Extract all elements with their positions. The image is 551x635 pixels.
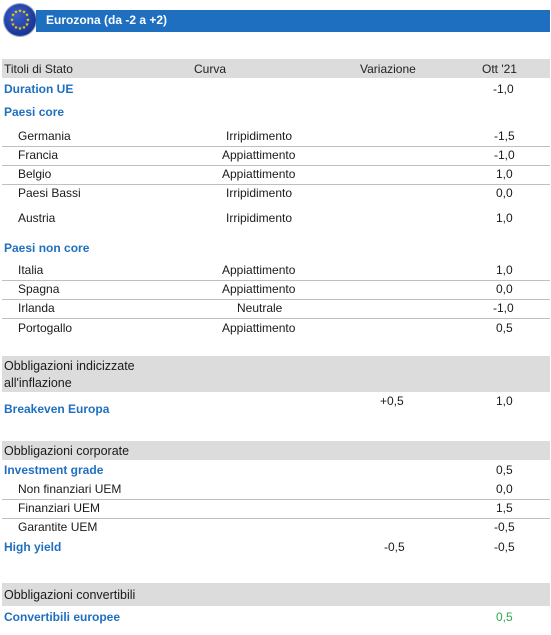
row-value: -0,5	[494, 520, 515, 534]
breakeven-value: 1,0	[496, 394, 513, 408]
row-divider	[2, 165, 550, 166]
svg-text:★: ★	[10, 22, 16, 28]
row-name: Austria	[18, 211, 56, 225]
corporate-section-band	[2, 441, 550, 460]
duration-row	[2, 82, 550, 99]
breakeven-label: Breakeven Europa	[4, 402, 110, 416]
svg-text:★: ★	[17, 8, 23, 15]
row-value: 1,5	[496, 501, 513, 515]
convertible-row	[2, 610, 550, 628]
ig-value: 0,5	[496, 463, 513, 477]
table-row	[2, 186, 550, 205]
column-header-row	[2, 59, 550, 78]
row-curva: Appiattimento	[222, 282, 296, 296]
svg-text:★: ★	[21, 25, 27, 31]
convertible-title: Obbligazioni convertibili	[4, 588, 136, 602]
row-divider	[2, 146, 550, 147]
table-row	[2, 482, 550, 501]
table-row	[2, 211, 550, 230]
table-row	[2, 148, 550, 167]
noncore-section-row	[2, 241, 550, 258]
row-name: Irlanda	[18, 301, 55, 315]
inflation-title-line1: Obbligazioni indicizzate	[4, 359, 135, 373]
breakeven-row	[2, 392, 550, 416]
core-label: Paesi core	[4, 105, 65, 119]
corporate-title: Obbligazioni corporate	[4, 444, 130, 458]
hy-value: -0,5	[494, 540, 515, 554]
row-divider	[2, 318, 550, 319]
table-row	[2, 301, 550, 320]
inflation-title-line2: all'inflazione	[4, 376, 72, 390]
table-row	[2, 321, 550, 340]
row-name: Francia	[18, 148, 59, 162]
svg-text:★: ★	[13, 25, 19, 31]
core-section-row	[2, 105, 550, 122]
row-name: Portogallo	[18, 321, 73, 335]
row-value: 1,0	[496, 211, 513, 225]
row-value: 1,0	[496, 263, 513, 277]
row-curva: Irripidimento	[226, 186, 293, 200]
ig-label: Investment grade	[4, 463, 104, 477]
row-curva: Appiattimento	[222, 321, 296, 335]
svg-text:★: ★	[10, 12, 16, 19]
svg-text:★: ★	[17, 26, 23, 33]
row-value: 0,0	[496, 186, 513, 200]
table-row	[2, 282, 550, 301]
svg-text:★: ★	[24, 22, 30, 28]
row-value: -1,5	[494, 129, 515, 143]
row-curva: Appiattimento	[222, 167, 296, 181]
hy-label: High yield	[4, 540, 62, 554]
svg-text:★: ★	[25, 17, 31, 24]
table-row	[2, 501, 550, 520]
row-value: 1,0	[496, 167, 513, 181]
duration-value: -1,0	[493, 82, 514, 96]
row-value: 0,0	[496, 282, 513, 296]
svg-text:★: ★	[21, 9, 27, 16]
convertible-value: 0,5	[496, 610, 513, 624]
row-divider	[2, 280, 550, 281]
row-divider	[2, 184, 550, 185]
svg-text:★: ★	[24, 12, 30, 19]
row-value: -1,0	[493, 301, 514, 315]
header-title: Eurozona (da -2 a +2)	[46, 13, 168, 27]
row-divider	[2, 499, 550, 500]
row-divider	[2, 299, 550, 300]
ig-row	[2, 463, 550, 481]
svg-text:★: ★	[9, 17, 15, 24]
row-curva: Appiattimento	[222, 263, 296, 277]
row-value: 0,5	[496, 321, 513, 335]
row-name: Finanziari UEM	[18, 501, 101, 515]
col-ott: Ott '21	[482, 62, 517, 76]
row-value: 0,0	[496, 482, 513, 496]
row-divider	[2, 518, 550, 519]
row-curva: Irripidimento	[226, 211, 293, 225]
table-row	[2, 520, 550, 539]
convertible-label: Convertibili europee	[4, 610, 121, 624]
hy-variazione: -0,5	[384, 540, 405, 554]
table-row	[2, 263, 550, 282]
row-curva: Neutrale	[237, 301, 283, 315]
duration-label: Duration UE	[4, 82, 74, 96]
col-curva: Curva	[194, 62, 227, 76]
col-titoli: Titoli di Stato	[4, 62, 73, 76]
row-name: Belgio	[18, 167, 52, 181]
hy-row	[2, 540, 550, 558]
noncore-label: Paesi non core	[4, 241, 90, 255]
row-name: Germania	[18, 129, 71, 143]
svg-text:★: ★	[13, 9, 19, 16]
eu-flag-icon	[4, 4, 36, 36]
row-name: Non finanziari UEM	[18, 482, 122, 496]
row-value: -1,0	[494, 148, 515, 162]
row-name: Spagna	[18, 282, 60, 296]
row-name: Italia	[18, 263, 44, 277]
row-curva: Irripidimento	[226, 129, 293, 143]
row-name: Paesi Bassi	[18, 186, 81, 200]
table-row	[2, 129, 550, 148]
row-curva: Appiattimento	[222, 148, 296, 162]
table-row	[2, 167, 550, 186]
section-header	[2, 2, 550, 40]
inflation-section-band	[2, 356, 550, 392]
convertible-section-band	[2, 583, 550, 606]
title-bar	[36, 10, 550, 32]
col-variazione: Variazione	[360, 62, 416, 76]
row-name: Garantite UEM	[18, 520, 98, 534]
breakeven-variazione: +0,5	[380, 394, 404, 408]
